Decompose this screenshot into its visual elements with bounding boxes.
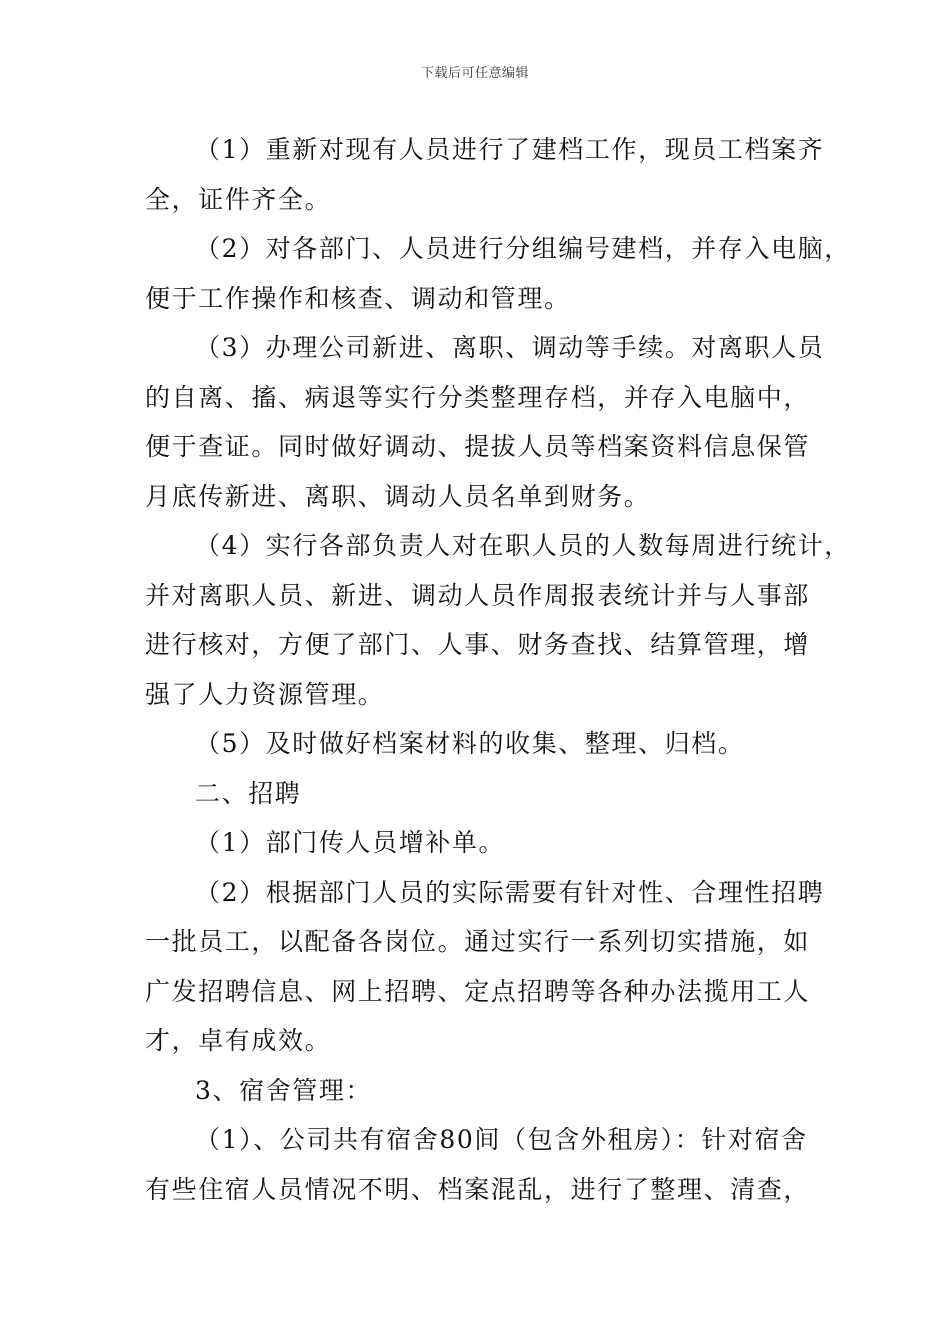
paragraph-line: 强了人力资源管理。 <box>145 679 385 709</box>
paragraph-line: （4）实行各部负责人对在职人员的人数每周进行统计， <box>195 531 851 560</box>
paragraph-line: （2）根据部门人员的实际需要有针对性、合理性招聘 <box>195 877 825 907</box>
body-text <box>145 125 851 1214</box>
page-header: 下载后可任意编辑 <box>420 66 529 81</box>
paragraph-line: 并对离职人员、新进、调动人员作周报表统计并与人事部 <box>145 580 811 610</box>
paragraph-line: 有些住宿人员情况不明、档案混乱，进行了整理、清查， <box>145 1174 811 1204</box>
paragraph-line: （1）重新对现有人员进行了建档工作，现员工档案齐 <box>195 135 825 164</box>
paragraph-line: （5）及时做好档案材料的收集、整理、归档。 <box>195 729 745 758</box>
section-heading: 3、宿舍管理： <box>195 1075 373 1105</box>
paragraph-line: （2）对各部门、人员进行分组编号建档，并存入电脑， <box>195 234 851 263</box>
paragraph-line: 一批员工，以配备各岗位。通过实行一系列切实措施，如 <box>145 927 811 956</box>
paragraph-line: （1）部门传人员增补单。 <box>195 828 506 857</box>
paragraph-line: 广发招聘信息、网上招聘、定点招聘等各种办法揽用工人 <box>145 976 811 1006</box>
paragraph-line: 全，证件齐全。 <box>145 184 332 214</box>
paragraph-line: （1）、公司共有宿舍80间（包含外租房）：针对宿舍 <box>195 1125 808 1154</box>
paragraph-line: 的自离、搐、病退等实行分类整理存档，并存入电脑中， <box>145 382 811 412</box>
paragraph-line: 便于工作操作和核查、调动和管理。 <box>145 283 571 313</box>
paragraph-line: （3）办理公司新进、离职、调动等手续。对离职人员 <box>195 333 825 362</box>
paragraph-line: 月底传新进、离职、调动人员名单到财务。 <box>145 481 651 511</box>
section-heading: 二、招聘 <box>195 778 302 808</box>
paragraph-line: 便于查证。同时做好调动、提拔人员等档案资料信息保管 <box>145 432 811 461</box>
paragraph-line: 进行核对，方便了部门、人事、财务查找、结算管理，增 <box>145 630 811 659</box>
paragraph-line: 才，卓有成效。 <box>145 1026 332 1055</box>
